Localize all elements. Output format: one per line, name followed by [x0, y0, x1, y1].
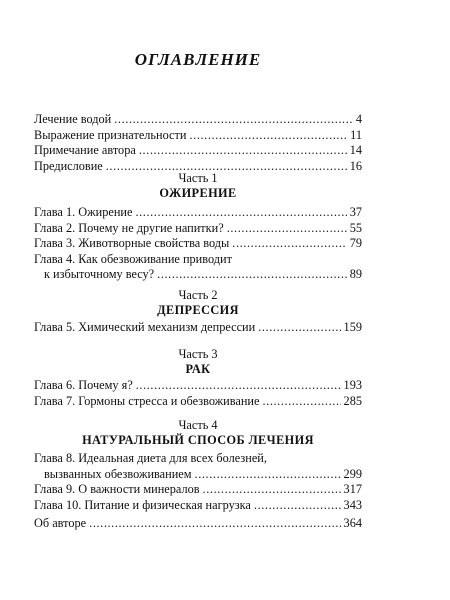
entry-page-number: 285 [343, 393, 362, 408]
part-label: Часть 3 [178, 347, 218, 361]
dot-leader [135, 205, 346, 221]
entry-label-line-1: Глава 4. Как обезвоживание приводит [34, 251, 232, 266]
part-title: РАК [185, 362, 211, 376]
entry-page-number: 16 [349, 158, 362, 173]
entry-page-number: 14 [349, 143, 362, 158]
toc-entry-about-author[interactable] [34, 516, 362, 532]
entry-label: Глава 7. Гормоны стресса и обезвоживание [34, 393, 260, 408]
dot-leader [189, 128, 347, 144]
part-2-chapter-list [34, 320, 362, 336]
entry-label-line-1: Глава 8. Идеальная диета для всех болезней, [34, 451, 267, 465]
front-matter-list [34, 112, 362, 174]
dot-leader [195, 467, 341, 483]
toc-entry-chapter-10[interactable] [34, 498, 362, 514]
entry-label: Глава 5. Химический механизм депрессии [34, 320, 256, 334]
part-4-chapter-list [34, 451, 362, 513]
entry-label: Глава 1. Ожирение [34, 205, 133, 219]
page-title: ОГЛАВЛЕНИЕ [134, 50, 262, 69]
toc-entry-chapter-2[interactable] [34, 221, 362, 237]
dot-leader [227, 221, 347, 237]
dot-leader [254, 498, 341, 514]
toc-entry-chapter-5[interactable] [34, 320, 362, 336]
toc-entry-author-note[interactable] [34, 143, 362, 159]
entry-page-number: 299 [343, 466, 362, 481]
dot-leader [114, 112, 353, 128]
part-2-heading [34, 288, 362, 318]
entry-label: Глава 9. О важности минералов [34, 482, 200, 497]
entry-page-number: 89 [349, 267, 362, 282]
entry-second-line [34, 467, 362, 483]
entry-label: Лечение водой [34, 112, 112, 126]
part-3-heading [34, 347, 362, 377]
dot-leader [139, 143, 347, 159]
entry-page-number: 343 [343, 497, 362, 512]
entry-page-number: 11 [350, 127, 362, 142]
entry-page-number: 159 [343, 320, 362, 334]
entry-second-line [34, 267, 362, 283]
part-title: ОЖИРЕНИЕ [159, 186, 237, 200]
part-1-chapter-list [34, 205, 362, 283]
entry-page-number: 55 [349, 220, 362, 235]
part-4-heading [34, 418, 362, 448]
dot-leader [157, 267, 347, 283]
entry-page-number: 79 [349, 236, 362, 251]
dot-leader [203, 482, 341, 498]
toc-entry-chapter-8[interactable] [34, 451, 362, 482]
toc-entry-chapter-1[interactable] [34, 205, 362, 221]
entry-label: Примечание автора [34, 143, 136, 158]
entry-label: Глава 10. Питание и физическая нагрузка [34, 497, 251, 512]
back-matter-list [34, 516, 362, 532]
entry-label: Глава 6. Почему я? [34, 378, 133, 392]
entry-page-number: 4 [355, 112, 362, 126]
entry-page-number: 364 [343, 516, 362, 530]
toc-entry-chapter-6[interactable] [34, 378, 362, 394]
entry-page-number: 37 [349, 205, 362, 219]
toc-entry-chapter-4[interactable] [34, 252, 362, 283]
part-3-chapter-list [34, 378, 362, 409]
part-title: ДЕПРЕССИЯ [157, 303, 239, 317]
dot-leader [232, 236, 346, 252]
entry-label-line-2: вызванных обезвоживанием [44, 466, 192, 481]
dot-leader [258, 320, 340, 336]
entry-label: Глава 3. Животворные свойства воды [34, 236, 230, 251]
part-label: Часть 4 [178, 418, 218, 432]
toc-entry-acknowledgements[interactable] [34, 128, 362, 144]
toc-entry-chapter-7[interactable] [34, 394, 362, 410]
entry-label: Выражение признательности [34, 127, 187, 142]
entry-page-number: 193 [343, 378, 362, 392]
entry-label: Об авторе [34, 516, 87, 530]
part-1-heading [34, 171, 362, 201]
dot-leader [262, 394, 340, 410]
entry-label: Глава 2. Почему не другие напитки? [34, 220, 224, 235]
part-label: Часть 2 [178, 288, 218, 302]
part-title: НАТУРАЛЬНЫЙ СПОСОБ ЛЕЧЕНИЯ [82, 433, 314, 447]
toc-entry-chapter-9[interactable] [34, 482, 362, 498]
dot-leader [136, 378, 341, 394]
toc-entry-treatment-water[interactable] [34, 112, 362, 128]
dot-leader [89, 516, 340, 532]
toc-entry-chapter-3[interactable] [34, 236, 362, 252]
part-label: Часть 1 [178, 171, 218, 185]
entry-label-line-2: к избыточному весу? [44, 267, 155, 282]
entry-label: Предисловие [34, 158, 103, 173]
toc-page [34, 0, 362, 600]
entry-page-number: 317 [343, 482, 362, 497]
